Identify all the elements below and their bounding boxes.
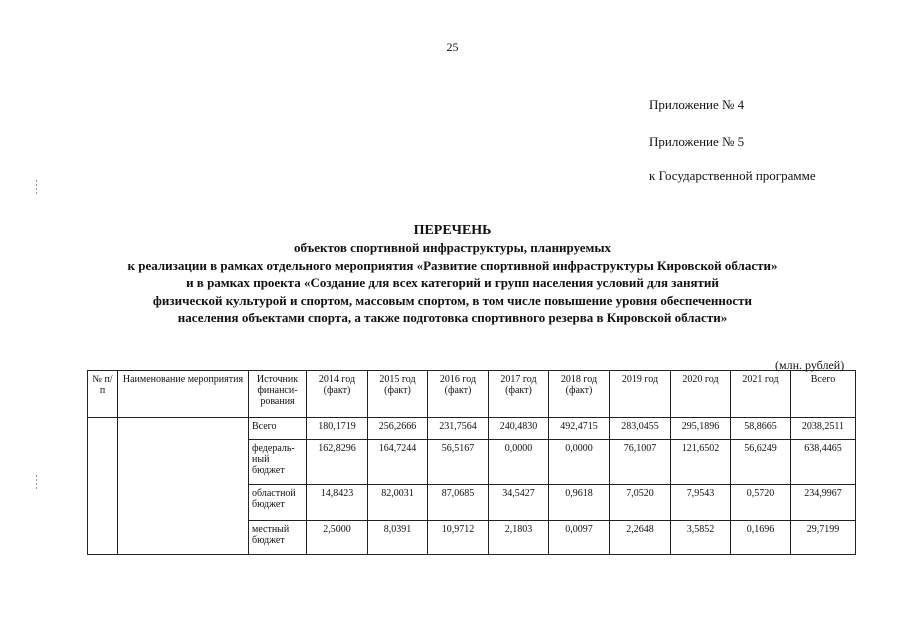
header-2015: 2015 год (факт) [368,371,428,418]
cell-value: 492,4715 [549,418,610,440]
title-heading: ПЕРЕЧЕНЬ [413,223,492,238]
cell-total: 234,9967 [791,485,856,521]
table-header-row [88,371,856,418]
cell-value: 7,9543 [671,485,731,521]
cell-value: 295,1896 [671,418,731,440]
cell-total: 638,4465 [791,440,856,485]
header-name: Наименование мероприятия [118,371,249,418]
cell-value: 7,0520 [610,485,671,521]
appendix-line-3: к Государственной программе [649,168,816,183]
header-total: Всего [791,371,856,418]
cell-value: 2,5000 [307,521,368,555]
cell-value: 10,9712 [428,521,489,555]
title-line-1: объектов спортивной инфраструктуры, планируемых [294,240,611,255]
header-2020: 2020 год [671,371,731,418]
header-2019: 2019 год [610,371,671,418]
cell-source: Всего [249,418,307,440]
cell-total: 29,7199 [791,521,856,555]
header-2016: 2016 год (факт) [428,371,489,418]
cell-value: 56,6249 [731,440,791,485]
cell-value: 0,5720 [731,485,791,521]
cell-value: 8,0391 [368,521,428,555]
margin-mark [36,180,37,194]
margin-mark [36,475,37,489]
title-line-5: населения объектами спорта, а также подготовка спортивного резерва в Кировской области» [177,310,728,325]
cell-value: 34,5427 [489,485,549,521]
cell-value: 76,1007 [610,440,671,485]
cell-value: 2,1803 [489,521,549,555]
cell-value: 180,1719 [307,418,368,440]
title-line-3: и в рамках проекта «Создание для всех категорий и групп населения условий для занятий [186,275,719,290]
header-2017: 2017 год (факт) [489,371,549,418]
header-2018: 2018 год (факт) [549,371,610,418]
cell-value: 0,0000 [489,440,549,485]
cell-value: 82,0031 [368,485,428,521]
cell-value: 14,8423 [307,485,368,521]
cell-value: 2,2648 [610,521,671,555]
cell-value: 87,0685 [428,485,489,521]
cell-source: областной бюджет [249,485,307,521]
funding-table [87,370,856,555]
cell-value: 3,5852 [671,521,731,555]
cell-value: 0,1696 [731,521,791,555]
header-2014: 2014 год (факт) [307,371,368,418]
cell-value: 231,7564 [428,418,489,440]
document-title [0,222,905,327]
header-2021: 2021 год [731,371,791,418]
cell-value: 0,0097 [549,521,610,555]
cell-value: 283,0455 [610,418,671,440]
header-source: Источник финанси-рования [249,371,307,418]
cell-source: федераль-ный бюджет [249,440,307,485]
cell-value: 56,5167 [428,440,489,485]
units-label: (млн. рублей) [775,358,845,372]
cell-name [118,418,249,555]
appendix-line-2: Приложение № 5 [649,134,745,149]
title-line-4: физической культурой и спортом, массовым спортом, в том числе повышение уровня обеспеченности [152,292,753,308]
page-number: 25 [446,40,459,54]
cell-value: 0,9618 [549,485,610,521]
cell-num [88,418,118,555]
cell-value: 164,7244 [368,440,428,485]
cell-source: местный бюджет [249,521,307,555]
cell-value: 58,8665 [731,418,791,440]
cell-value: 162,8296 [307,440,368,485]
cell-value: 256,2666 [368,418,428,440]
header-num: № п/п [88,371,118,418]
appendix-line-1: Приложение № 4 [649,97,745,112]
cell-value: 0,0000 [549,440,610,485]
table-row [88,418,856,440]
title-line-2: к реализации в рамках отдельного мероприятия «Развитие спортивной инфраструктуры Кировской области» [127,257,778,273]
cell-value: 240,4830 [489,418,549,440]
cell-total: 2038,2511 [791,418,856,440]
cell-value: 121,6502 [671,440,731,485]
